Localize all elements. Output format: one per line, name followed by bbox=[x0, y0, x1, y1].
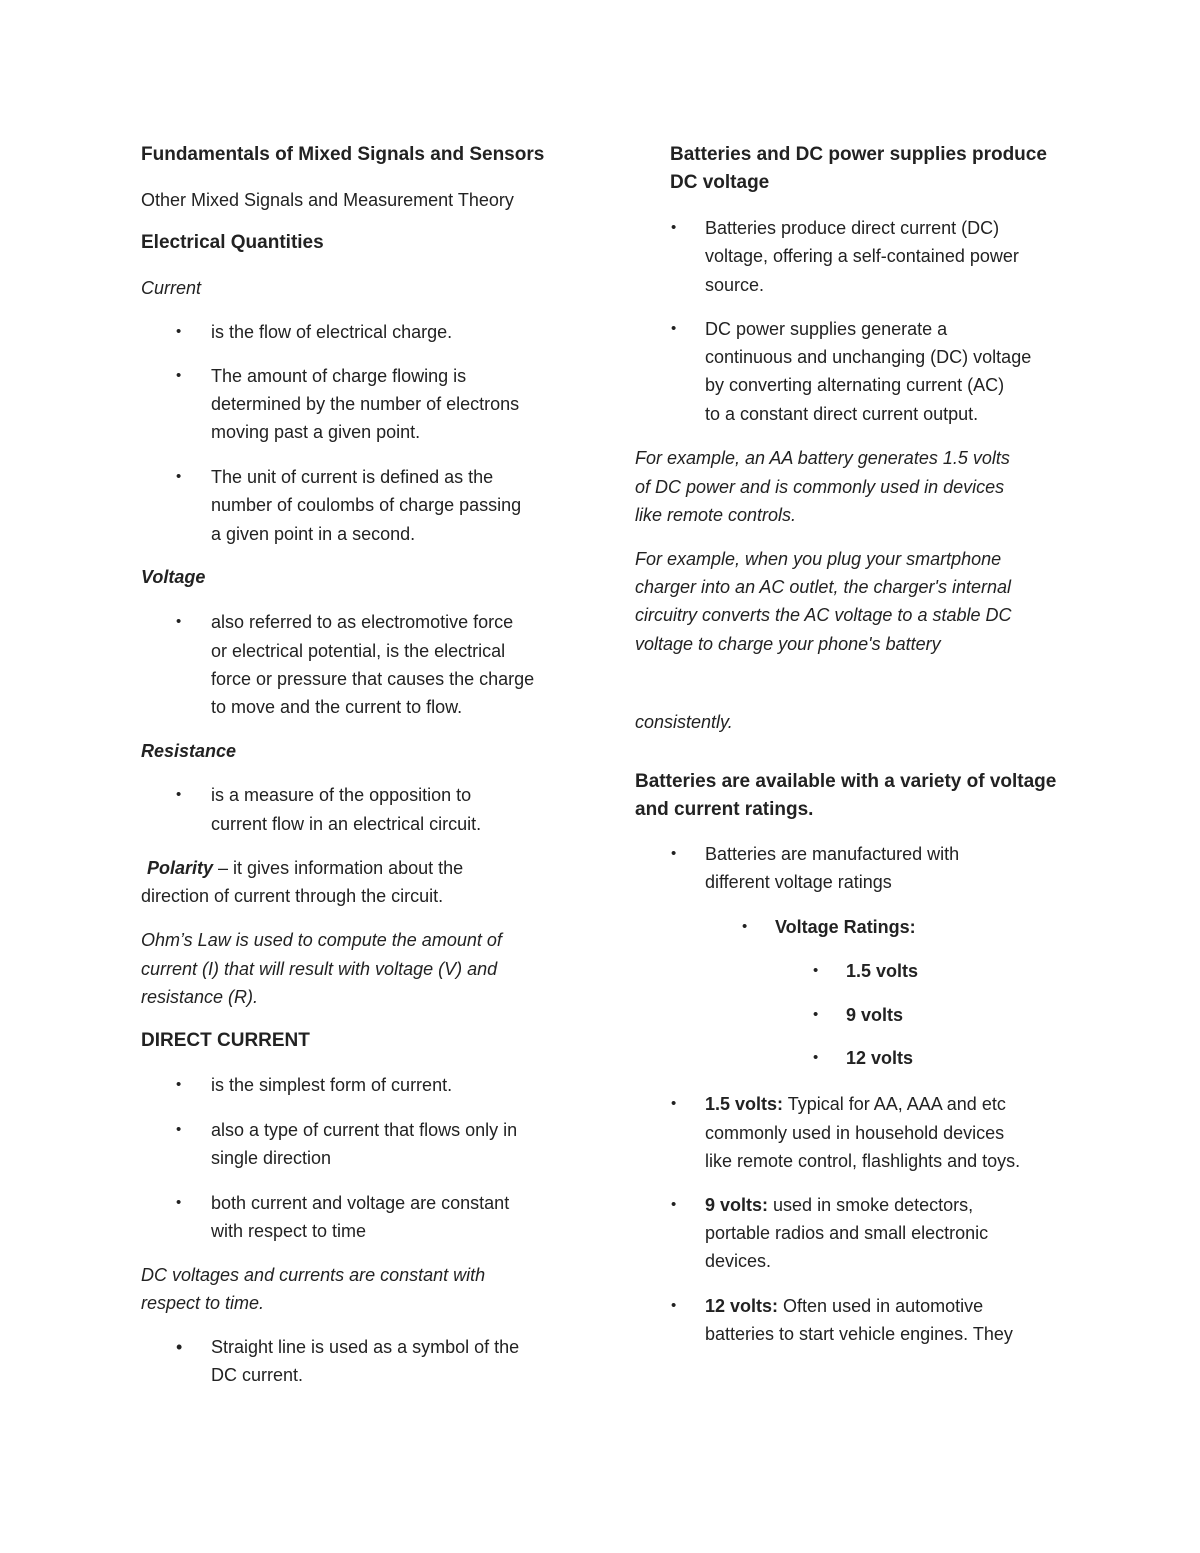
bullet-icon: • bbox=[813, 1006, 819, 1023]
heading-batteries-ratings-line-1: Batteries are available with a variety of voltage bbox=[635, 771, 1057, 792]
polarity-line-2: direction of current through the circuit. bbox=[141, 886, 444, 906]
heading-electrical-quantities: Electrical Quantities bbox=[141, 232, 324, 253]
voltage-line-4: to move and the current to flow. bbox=[211, 697, 463, 717]
bullet-icon: • bbox=[671, 1297, 677, 1314]
bullet-icon: • bbox=[176, 786, 182, 803]
bullet-icon: • bbox=[742, 918, 748, 935]
current-bullet-1: is the flow of electrical charge. bbox=[211, 322, 453, 342]
example-1-line-3: like remote controls. bbox=[635, 505, 797, 525]
term-resistance: Resistance bbox=[141, 741, 237, 761]
voltage-line-3: force or pressure that causes the charge bbox=[211, 669, 535, 689]
example-2-continued: consistently. bbox=[635, 712, 733, 732]
straight-line-line-2: DC current. bbox=[211, 1365, 304, 1385]
rating-1-5-line-1 bbox=[705, 1090, 1006, 1118]
document-title: Fundamentals of Mixed Signals and Sensors bbox=[141, 144, 545, 165]
rating-9-label: 9 volts: bbox=[705, 1195, 769, 1215]
bullet-icon: • bbox=[176, 468, 182, 485]
rating-1-5-text: Typical for AA, AAA and etc bbox=[783, 1094, 1006, 1114]
voltage-line-1: also referred to as electromotive force bbox=[211, 612, 514, 632]
bullet-icon: • bbox=[671, 1196, 677, 1213]
bullet-icon: • bbox=[176, 1076, 182, 1093]
dc-note-line-2: respect to time. bbox=[141, 1293, 265, 1313]
rating-12-label: 12 volts: bbox=[705, 1296, 779, 1316]
term-voltage: Voltage bbox=[141, 567, 206, 587]
bullet-icon: • bbox=[176, 613, 182, 630]
right-bullet-2-line-2: continuous and unchanging (DC) voltage bbox=[705, 347, 1032, 367]
resistance-line-1: is a measure of the opposition to bbox=[211, 785, 472, 805]
current-bullet-2-line-3: moving past a given point. bbox=[211, 422, 421, 442]
example-2-line-3: circuitry converts the AC voltage to a stable DC bbox=[635, 605, 1012, 625]
bullet-icon: • bbox=[813, 962, 819, 979]
example-2-line-4: voltage to charge your phone's battery bbox=[635, 634, 941, 654]
right-bullet-1-line-1: Batteries produce direct current (DC) bbox=[705, 218, 1000, 238]
current-bullet-3-line-2: number of coulombs of charge passing bbox=[211, 495, 522, 515]
dc-bullet-1: is the simplest form of current. bbox=[211, 1075, 453, 1095]
example-2-line-1: For example, when you plug your smartphone bbox=[635, 549, 1002, 569]
heading-batteries-dc-line-1: Batteries and DC power supplies produce bbox=[670, 144, 1047, 165]
right-bullet-2-line-3: by converting alternating current (AC) bbox=[705, 375, 1005, 395]
ohms-law-line-1: Ohm’s Law is used to compute the amount of bbox=[141, 930, 502, 950]
rating-9: 9 volts bbox=[846, 1005, 904, 1025]
dc-note-line-1: DC voltages and currents are constant with bbox=[141, 1265, 486, 1285]
voltage-line-2: or electrical potential, is the electrical bbox=[211, 641, 506, 661]
rating-1-5-label: 1.5 volts: bbox=[705, 1094, 784, 1114]
bullet-icon: • bbox=[176, 1194, 182, 1211]
bullet-icon: • bbox=[671, 1095, 677, 1112]
rating-9-line-2: portable radios and small electronic bbox=[705, 1223, 989, 1243]
voltage-ratings-label: Voltage Ratings: bbox=[775, 917, 916, 937]
rating-9-text: used in smoke detectors, bbox=[768, 1195, 974, 1215]
right-bullet-2-line-1: DC power supplies generate a bbox=[705, 319, 948, 339]
current-bullet-2-line-1: The amount of charge flowing is bbox=[211, 366, 467, 386]
right-bullet-1-line-3: source. bbox=[705, 275, 765, 295]
ohms-law-line-2: current (I) that will result with voltage (V) and bbox=[141, 959, 498, 979]
dc-bullet-3-line-2: with respect to time bbox=[211, 1221, 367, 1241]
dc-bullet-3-line-1: both current and voltage are constant bbox=[211, 1193, 510, 1213]
bullet-icon: • bbox=[176, 367, 182, 384]
rating-12-text: Often used in automotive bbox=[778, 1296, 984, 1316]
current-bullet-3-line-1: The unit of current is defined as the bbox=[211, 467, 494, 487]
subtitle: Other Mixed Signals and Measurement Theory bbox=[141, 190, 514, 210]
rating-9-line-3: devices. bbox=[705, 1251, 772, 1271]
current-bullet-3-line-3: a given point in a second. bbox=[211, 524, 416, 544]
term-current: Current bbox=[141, 278, 202, 298]
example-1-line-1: For example, an AA battery generates 1.5 volts bbox=[635, 448, 1010, 468]
bullet-icon: • bbox=[176, 1121, 182, 1138]
rating-1-5-line-3: like remote control, flashlights and toys. bbox=[705, 1151, 1021, 1171]
polarity-text: – it gives information about the bbox=[213, 858, 464, 878]
right-bullet-3-line-1: Batteries are manufactured with bbox=[705, 844, 960, 864]
heading-batteries-ratings-line-2: and current ratings. bbox=[635, 799, 814, 820]
rating-1-5-line-2: commonly used in household devices bbox=[705, 1123, 1005, 1143]
rating-9-line-1 bbox=[705, 1191, 973, 1219]
right-bullet-3-line-2: different voltage ratings bbox=[705, 872, 892, 892]
example-2-line-2: charger into an AC outlet, the charger's internal bbox=[635, 577, 1011, 597]
term-polarity: Polarity bbox=[147, 858, 214, 878]
bullet-icon: • bbox=[813, 1049, 819, 1066]
dc-bullet-2-line-1: also a type of current that flows only in bbox=[211, 1120, 518, 1140]
straight-line-line-1: Straight line is used as a symbol of the bbox=[211, 1337, 520, 1357]
rating-1-5: 1.5 volts bbox=[846, 961, 919, 981]
resistance-line-2: current flow in an electrical circuit. bbox=[211, 814, 482, 834]
bullet-icon: • bbox=[671, 219, 677, 236]
bullet-icon: • bbox=[176, 1337, 183, 1357]
bullet-icon: • bbox=[176, 323, 182, 340]
bullet-icon: • bbox=[671, 845, 677, 862]
bullet-icon: • bbox=[671, 320, 677, 337]
dc-bullet-2-line-2: single direction bbox=[211, 1148, 332, 1168]
example-1-line-2: of DC power and is commonly used in devices bbox=[635, 477, 1005, 497]
current-bullet-2-line-2: determined by the number of electrons bbox=[211, 394, 520, 414]
heading-direct-current: DIRECT CURRENT bbox=[141, 1030, 310, 1051]
ohms-law-line-3: resistance (R). bbox=[141, 987, 259, 1007]
rating-12-line-1 bbox=[705, 1292, 983, 1320]
right-bullet-1-line-2: voltage, offering a self-contained power bbox=[705, 246, 1019, 266]
polarity-line-1 bbox=[141, 854, 463, 882]
rating-12-line-2: batteries to start vehicle engines. They bbox=[705, 1324, 1013, 1344]
heading-batteries-dc-line-2: DC voltage bbox=[670, 172, 770, 193]
right-bullet-2-line-4: to a constant direct current output. bbox=[705, 404, 979, 424]
rating-12: 12 volts bbox=[846, 1048, 914, 1068]
